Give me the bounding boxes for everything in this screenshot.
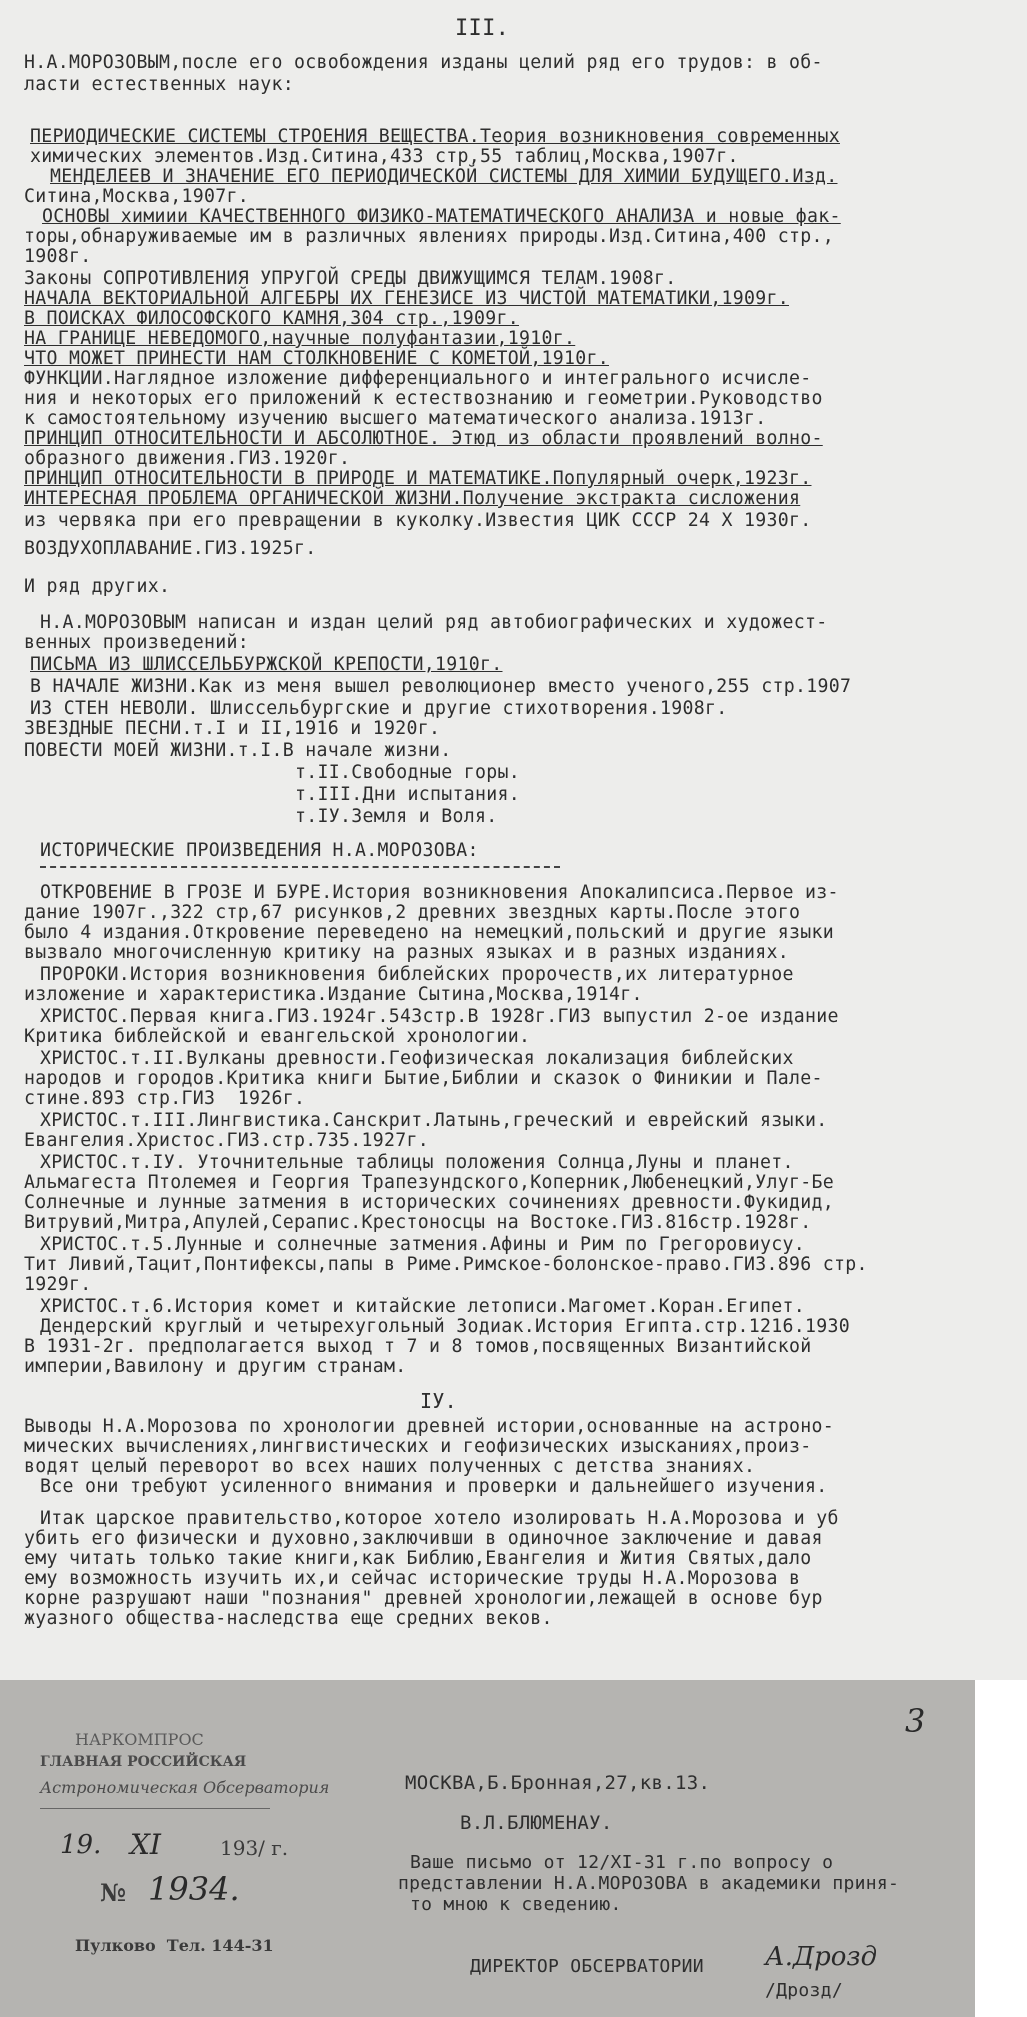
signature-title: ДИРЕКТОР ОБСЕРВАТОРИИ xyxy=(470,1956,704,1977)
historical-line: ОТКРОВЕНИЕ В ГРОЗЕ И БУРЕ.История возникновения Апокалипсиса.Первое из- xyxy=(40,882,839,903)
conclusion-line: водят целый переворот во всех наших полученных с детства знаниях. xyxy=(24,1456,756,1477)
work-line: торы,обнаруживаемые им в различных явлениях природы.Изд.Ситина,400 стр., xyxy=(24,226,834,247)
historical-line: Тит Ливий,Тацит,Понтифексы,папы в Риме.Римское-болонское-право.ГИЗ.896 стр. xyxy=(24,1254,868,1275)
autobio-work: ПИСЬМА ИЗ ШЛИССЕЛЬБУРЖСКОЙ КРЕПОСТИ,1910г. xyxy=(30,654,503,675)
autobio-intro-1: Н.А.МОРОЗОВЫМ написан и издан целий ряд автобиографических и художест- xyxy=(40,612,828,633)
historical-line: Дендерский круглый и четырехугольный Зодиак.История Египта.стр.1216.1930 xyxy=(40,1316,850,1337)
signatory-name: /Дрозд/ xyxy=(765,1980,843,2001)
stamp-org-2: ГЛАВНАЯ РОССИЙСКАЯ xyxy=(40,1754,247,1770)
historical-line: В 1931-2г. предполагается выход т 7 и 8 томов,посвященных Византийской xyxy=(24,1336,812,1357)
work-line: ПРИНЦИП ОТНОСИТЕЛЬНОСТИ И АБСОЛЮТНОЕ. Этюд из области проявлений волно- xyxy=(24,428,823,449)
conclusion-line: корне разрушают наши "познания" древней хронологии,лежащей в основе бур xyxy=(24,1588,823,1609)
stamp-rule xyxy=(40,1808,270,1809)
stamp-number: 1934. xyxy=(148,1870,240,1908)
autobio-work: В НАЧАЛЕ ЖИЗНИ.Как из меня вышел революционер вместо ученого,255 стр.1907 xyxy=(30,676,852,697)
work-line: НАЧАЛА ВЕКТОРИАЛЬНОЙ АЛГЕБРЫ ИХ ГЕНЕЗИСЕ ИЗ ЧИСТОЙ МАТЕМАТИКИ,1909г. xyxy=(24,288,789,309)
conclusion-line: жуазного общества-наследства еще средних веков. xyxy=(24,1608,553,1629)
stamp-footer: Пулково Тел. 144-31 xyxy=(75,1936,274,1955)
heading-rule xyxy=(40,866,560,868)
stamp-date-year: 193/ г. xyxy=(220,1836,289,1860)
historical-line: ПРОРОКИ.История возникновения библейских пророчеств,их литературное xyxy=(40,964,794,985)
work-line: из червяка при его превращении в куколку.Известия ЦИК СССР 24 X 1930г. xyxy=(24,510,812,531)
historical-line: Критика библейской и евангельской хронологии. xyxy=(24,1026,531,1047)
historical-line: империи,Вавилону и другим странам. xyxy=(24,1356,407,1377)
conclusion-line: мических вычислениях,лингвистических и геофизических изысканиях,произ- xyxy=(24,1436,812,1457)
historical-line: ХРИСТОС.т.III.Лингвистика.Санскрит.Латынь,греческий и еврейский языки. xyxy=(40,1110,828,1131)
historical-line: Солнечные и лунные затмения в исторических сочинениях древности.Фукидид, xyxy=(24,1192,834,1213)
work-line: ПРИНЦИП ОТНОСИТЕЛЬНОСТИ В ПРИРОДЕ И МАТЕМАТИКЕ.Популярный очерк,1923г. xyxy=(24,468,812,489)
letter-body-line: представлении Н.А.МОРОЗОВА в академики приня- xyxy=(398,1873,900,1894)
work-line: образного движения.ГИЗ.1920г. xyxy=(24,448,351,469)
intro-line-1: Н.А.МОРОЗОВЫМ,после его освобождения изданы целий ряд его трудов: в об- xyxy=(24,52,823,73)
historical-line: Альмагеста Птолемея и Георгия Трапезундского,Коперник,Любенецкий,Улуг-Бе xyxy=(24,1172,834,1193)
work-line: ИНТЕРЕСНАЯ ПРОБЛЕМА ОРГАНИЧЕСКОЙ ЖИЗНИ.Получение экстракта сисложения xyxy=(24,488,801,509)
handwritten-signature: А.Дрозд xyxy=(765,1942,878,1972)
work-line: МЕНДЕЛЕЕВ И ЗНАЧЕНИЕ ЕГО ПЕРИОДИЧЕСКОЙ СИСТЕМЫ ДЛЯ ХИМИИ БУДУЩЕГО.Изд. xyxy=(50,166,838,187)
historical-line: дание 1907г.,322 стр,67 рисунков,2 древних звездных карты.После этого xyxy=(24,902,801,923)
historical-line: изложение и характеристика.Издание Сытина,Москва,1914г. xyxy=(24,984,643,1005)
stamp-org-3: Астрономическая Обсерватория xyxy=(40,1778,330,1797)
autobio-work: ИЗ СТЕН НЕВОЛИ. Шлиссельбургские и другие стихотворения.1908г. xyxy=(30,698,728,719)
work-line: В ПОИСКАХ ФИЛОСОФСКОГО КАМНЯ,304 стр.,1909г. xyxy=(24,308,519,329)
historical-line: Евангелия.Христос.ГИЗ.стр.735.1927г. xyxy=(24,1130,429,1151)
and-others: И ряд других. xyxy=(24,576,171,597)
stamp-number-label: № xyxy=(100,1878,127,1907)
work-line: ния и некоторых его приложений к естествознанию и геометрии.Руководство xyxy=(24,388,823,409)
conclusion-line: Все они требуют усиленного внимания и проверки и дальнейшего изучения. xyxy=(40,1476,828,1497)
autobio-volume: т.IУ.Земля и Воля. xyxy=(295,806,498,827)
work-line: ЧТО МОЖЕТ ПРИНЕСТИ НАМ СТОЛКНОВЕНИЕ С КОМЕТОЙ,1910г. xyxy=(24,348,609,369)
letter-page xyxy=(0,1680,975,2017)
autobio-volume: т.III.Дни испытания. xyxy=(295,784,520,805)
conclusion-line: Итак царское правительство,которое хотело изолировать Н.А.Морозова и уб xyxy=(40,1508,839,1529)
intro-line-2: ласти естественных наук: xyxy=(24,74,294,95)
autobio-work: ПОВЕСТИ МОЕЙ ЖИЗНИ.т.I.В начале жизни. xyxy=(24,740,452,761)
letter-body-line: то мною к сведению. xyxy=(410,1894,622,1915)
work-line: ВОЗДУХОПЛАВАНИЕ.ГИЗ.1925г. xyxy=(24,538,317,559)
historical-line: стине.893 стр.ГИЗ 1926г. xyxy=(24,1088,306,1109)
historical-line: вызвало многочисленную критику на разных языках и в разных изданиях. xyxy=(24,942,789,963)
stamp-date-month: XI xyxy=(130,1828,161,1861)
stamp-date-day: 19. xyxy=(60,1830,102,1860)
historical-line: было 4 издания.Откровение переведено на немецкий,польский и другие языки xyxy=(24,922,834,943)
work-line: Ситина,Москва,1907г. xyxy=(24,186,249,207)
historical-line: 1929г. xyxy=(24,1274,92,1295)
historical-line: ХРИСТОС.т.II.Вулканы древности.Геофизическая локализация библейских xyxy=(40,1048,794,1069)
historical-line: Витрувий,Митра,Апулей,Серапис.Крестоносцы на Востоке.ГИЗ.816стр.1928г. xyxy=(24,1212,812,1233)
page-mark: 3 xyxy=(905,1702,926,1740)
conclusion-line: ему читать только такие книги,как Библию,Евангелия и Жития Святых,дало xyxy=(24,1548,812,1569)
autobio-intro-2: венных произведений: xyxy=(24,632,249,653)
section-iv: IУ. xyxy=(420,1389,458,1413)
autobio-work: ЗВЕЗДНЫЕ ПЕСНИ.т.I и II,1916 и 1920г. xyxy=(24,718,441,739)
historical-line: ХРИСТОС.т.5.Лунные и солнечные затмения.Афины и Рим по Грегоровиусу. xyxy=(40,1234,805,1255)
work-line: ФУНКЦИИ.Наглядное изложение дифференциального и интегрального исчисле- xyxy=(24,368,812,389)
work-line: к самостоятельному изучению высшего математического анализа.1913г. xyxy=(24,408,767,429)
work-line: ПЕРИОДИЧЕСКИЕ СИСТЕМЫ СТРОЕНИЯ ВЕЩЕСТВА.Теория возникновения современных xyxy=(30,126,840,147)
letter-address: МОСКВА,Б.Бронная,27,кв.13. xyxy=(405,1772,711,1794)
historical-line: ХРИСТОС.т.6.История комет и китайские летописи.Магомет.Коран.Египет. xyxy=(40,1296,805,1317)
historical-line: ХРИСТОС.т.IУ. Уточнительные таблицы положения Солнца,Луны и планет. xyxy=(40,1152,794,1173)
work-line: 1908г. xyxy=(24,246,92,267)
letter-body-line: Ваше письмо от 12/XI-31 г.по вопросу о xyxy=(410,1852,834,1873)
historical-heading: ИСТОРИЧЕСКИЕ ПРОИЗВЕДЕНИЯ Н.А.МОРОЗОВА: xyxy=(40,840,479,861)
conclusion-line: ему возможность изучить их,и сейчас исторические труды Н.А.Морозова в xyxy=(24,1568,801,1589)
letter-recipient: В.Л.БЛЮМЕНАУ. xyxy=(460,1812,613,1834)
stamp-org-1: НАРКОМПРОС xyxy=(75,1730,204,1749)
work-line: ОСНОВЫ химиии КАЧЕСТВЕННОГО ФИЗИКО-МАТЕМАТИЧЕСКОГО АНАЛИЗА и новые фак- xyxy=(42,206,841,227)
historical-line: ХРИСТОС.Первая книга.ГИЗ.1924г.543стр.В 1928г.ГИЗ выпустил 2-ое издание xyxy=(40,1006,839,1027)
page-number: III. xyxy=(455,16,510,41)
conclusion-line: убить его физически и духовно,заключивши в одиночное заключение и давая xyxy=(24,1528,823,1549)
work-line: НА ГРАНИЦЕ НЕВЕДОМОГО,научные полуфантазии,1910г. xyxy=(24,328,576,349)
conclusion-line: Выводы Н.А.Морозова по хронологии древней истории,основанные на астроно- xyxy=(24,1416,834,1437)
work-line: химических элементов.Изд.Ситина,433 стр,55 таблиц,Москва,1907г. xyxy=(30,146,739,167)
work-line: Законы СОПРОТИВЛЕНИЯ УПРУГОЙ СРЕДЫ ДВИЖУЩИМСЯ ТЕЛАМ.1908г. xyxy=(24,268,677,289)
historical-line: народов и городов.Критика книги Бытие,Библии и сказок о Финикии и Пале- xyxy=(24,1068,823,1089)
autobio-volume: т.II.Свободные горы. xyxy=(295,762,520,783)
